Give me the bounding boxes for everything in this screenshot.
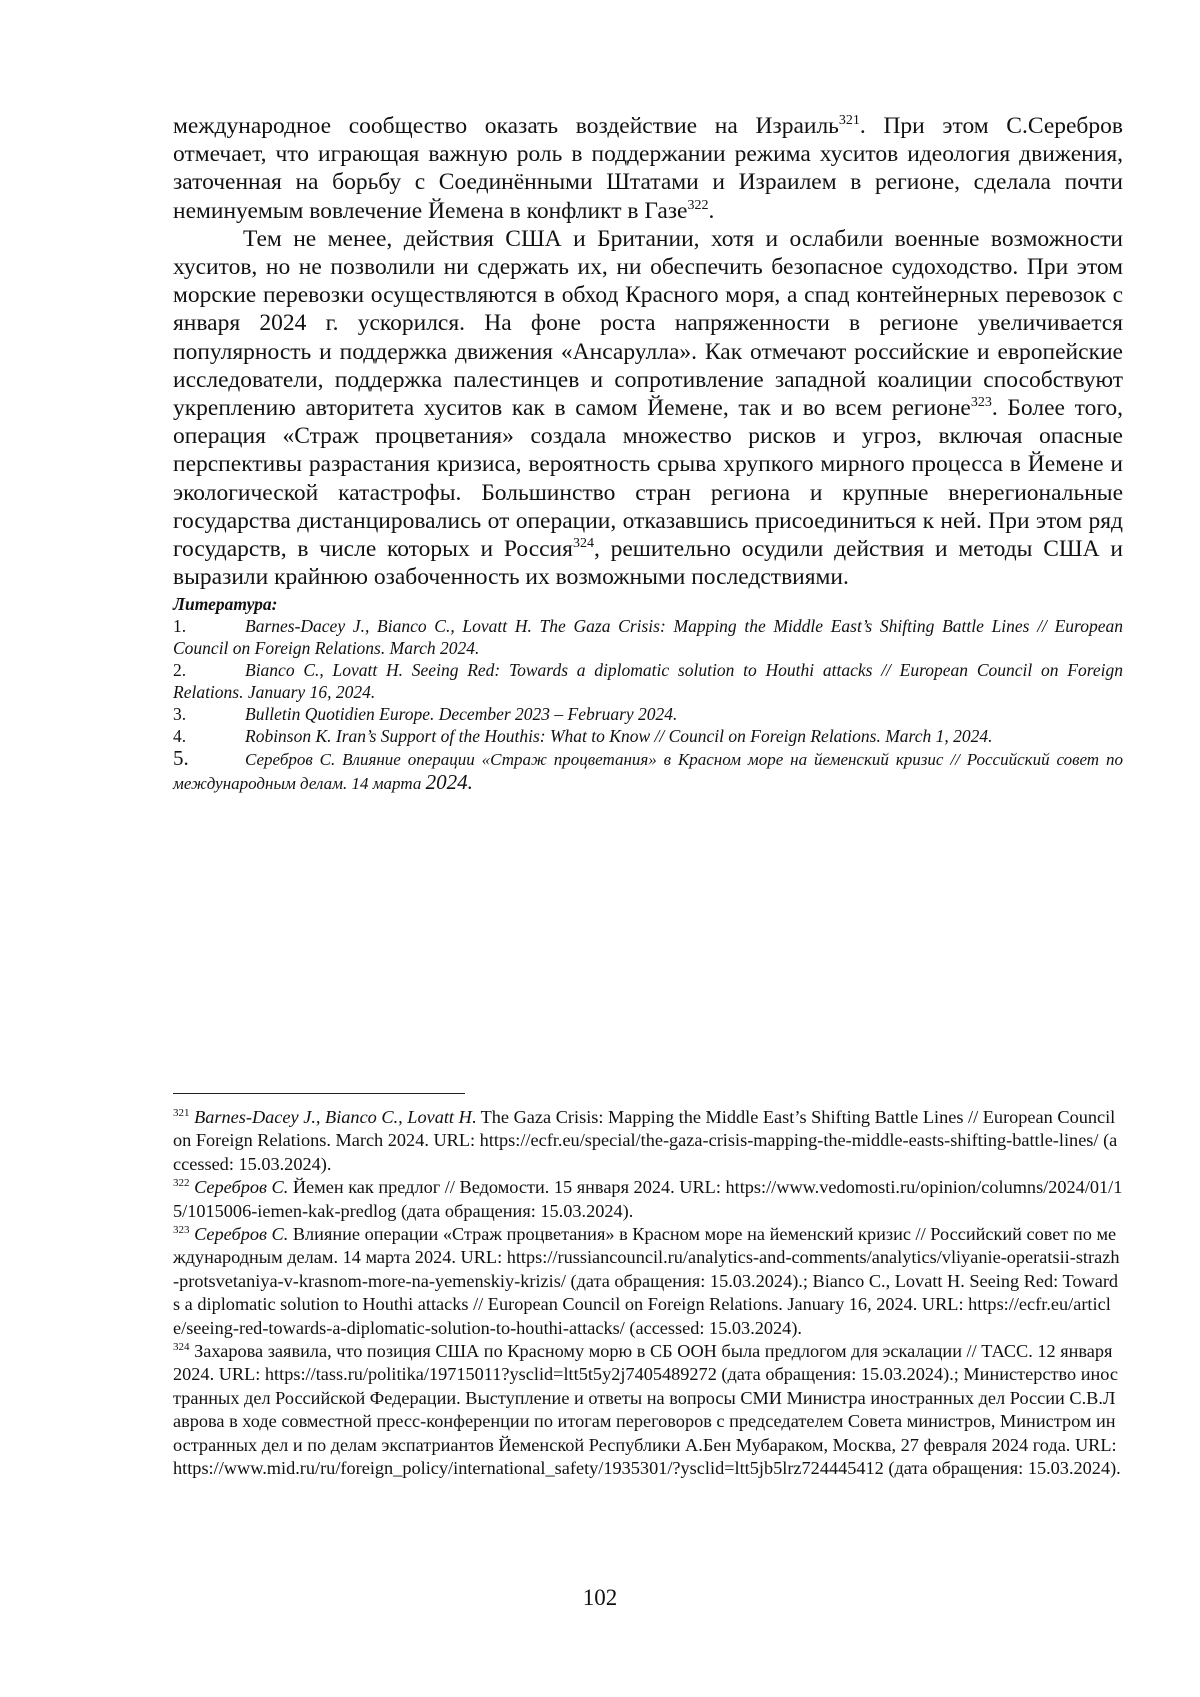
literature-item-number: 4. — [173, 726, 187, 747]
literature-item-text: Bulletin Quotidien Europe. December 2023 – February 2024. — [245, 704, 678, 725]
literature-item-number: 5. — [173, 746, 189, 771]
footnote-323 — [173, 1223, 1123, 1340]
literature-item-number: 2. — [173, 660, 187, 681]
footnote-ref-324[interactable]: 324 — [572, 536, 594, 552]
page-content — [173, 112, 1123, 795]
paragraph-2-part-2: . Более того, операция «Страж процветания» создала множество рисков и угроз, включая опасные перспективы разрастания кризиса, вероятность срыва хрупкого мирного процесса в Йемене и экологической катастрофы. Большинство стран региона и крупные внерегиональные государства дистанцировались от операции, отказавшись присоединиться к ней. При этом ряд государств, в числе которых и Россия — [173, 395, 1123, 563]
literature-item-text: Barnes-Dacey J., Bianco C., Lovatt H. The Gaza Crisis: Mapping the Middle East’s Shifting Battle Lines // European Council on Foreign Relations. March 2024. — [173, 616, 1123, 659]
footnote-text: Йемен как предлог // Ведомости. 15 января 2024. URL: https://www.vedomosti.ru/opinion/columns/2024/01/15/1015006-iemen-kak-predlog (дата обращения: 15.03.2024). — [173, 1177, 1123, 1221]
main-text — [173, 112, 1123, 591]
footnote-author: Серебров С. — [194, 1177, 289, 1198]
literature-item — [173, 725, 1123, 747]
footnote-number: 323 — [173, 1224, 190, 1237]
footnotes — [173, 1106, 1123, 1481]
footnote-author: Barnes-Dacey J., Bianco C., Lovatt H — [194, 1107, 472, 1127]
paragraph-1-part-1: международное сообщество оказать воздействие на Израиль — [173, 113, 839, 139]
paragraph-2-part-3: , решительно осудили действия и методы США и выразили крайнюю озабоченность их возможными последствиями. — [173, 536, 1123, 591]
footnote-322 — [173, 1176, 1123, 1223]
footnote-text: Захарова заявила, что позиция США по Красному морю в СБ ООН была предлогом для эскалации // ТАСС. 12 января 2024. URL: https://tass.ru/politika/19715011?ysclid=ltt5t5y2j7405489272 (дата обращения: 15.03.2024).; Министерство иностранных дел Российской Федерации. Выступление и ответы на вопросы СМИ Министра иностранных дел России С.В.Лаврова в ходе совместной пресс-конференции по итогам переговоров с председателем Совета министров, Министром иностранных дел и по делам экспатриантов Йеменской Республики А.Бен Мубараком, Москва, 27 февраля 2024 года. URL: https://www.mid.ru/ru/foreign_policy/international_safety/1935301/?ysclid=ltt5jb5lrz724445412 (дата обращения: 15.03.2024). — [173, 1341, 1121, 1479]
footnote-text: Влияние операции «Страж процветания» в Красном море на йеменский кризис // Российский совет по международным делам. 14 марта 2024. URL: https://russiancouncil.ru/analytics-and-comments/analytics/vliyanie-operatsii-strazh-protsvetaniya-v-krasnom-more-na-yemenskiy-krizis/ (дата обращения: 15.03.2024).; Bianco C., Lovatt H. Seeing Red: Towards a diplomatic solution to Houthi attacks // European Council on Foreign Relations. January 16, 2024. URL: https://ecfr.eu/article/seeing-red-towards-a-diplomatic-solution-to-houthi-attacks/ (accessed: 15.03.2024). — [173, 1224, 1120, 1338]
literature-list — [173, 615, 1123, 795]
paragraph-2 — [173, 225, 1123, 592]
footnote-number: 324 — [173, 1341, 190, 1354]
footnote-author: Серебров С. — [194, 1224, 289, 1245]
literature-item — [173, 703, 1123, 725]
footnote-separator — [173, 1093, 465, 1094]
footnote-324 — [173, 1340, 1123, 1480]
literature-heading: Литература: — [173, 594, 278, 615]
paragraph-2-part-1: Тем не менее, действия США и Британии, хотя и ослабили военные возможности хуситов, но не позволили ни сдержать их, ни обеспечить безопасное судоходство. При этом морские перевозки осуществляются в обход Красного моря, а спад контейнерных перевозок с января 2024 г. ускорился. На фоне роста напряженности в регионе увеличивается популярность и поддержка движения «Ансарулла». Как отмечают российские и европейские исследователи, поддержка палестинцев и сопротивление западной коалиции способствуют укреплению авторитета хуситов как в самом Йемене, так и во всем регионе — [173, 225, 1123, 422]
literature-item-text: Bianco C., Lovatt H. Seeing Red: Towards a diplomatic solution to Houthi attacks // European Council on Foreign Relations. January 16, 2024. — [173, 660, 1123, 703]
literature-item — [173, 659, 1123, 703]
literature-item-text: Robinson K. Iran’s Support of the Houthis: What to Know // Council on Foreign Relations. March 1, 2024. — [245, 726, 993, 747]
footnote-number: 321 — [173, 1107, 190, 1119]
literature-item-text: Серебров С. Влияние операции «Страж процветания» в Красном море на йеменский кризис // Российский совет по международным делам. 14 марта — [173, 750, 1123, 794]
paragraph-1 — [173, 112, 1123, 225]
page-number: 102 — [582, 1585, 618, 1610]
footnote-text: . The Gaza Crisis: Mapping the Middle East’s Shifting Battle Lines // European Council on Foreign Relations. March 2024. URL: https://ecfr.eu/special/the-gaza-crisis-mapping-the-middle-easts-shifting-battle-lines/ (accessed: 15.03.2024). — [173, 1107, 1118, 1174]
literature-item-year: 2024. — [425, 770, 473, 795]
paragraph-1-part-2: . При этом С.Серебров отмечает, что играющая важную роль в поддержании режима хуситов идеология движения, заточенная на борьбу с Соединёнными Штатами и Израилем в регионе, сделала почти неминуемым вовлечение Йемена в конфликт в Газе — [173, 113, 1123, 224]
footnote-ref-321[interactable]: 321 — [838, 113, 860, 128]
footnote-ref-323[interactable]: 323 — [970, 395, 992, 411]
footnote-321 — [173, 1106, 1123, 1176]
literature-item-number: 3. — [173, 704, 187, 725]
paragraph-1-part-3: . — [708, 197, 715, 224]
footnote-ref-322[interactable]: 322 — [687, 197, 709, 213]
literature-item — [173, 747, 1123, 795]
literature-item — [173, 615, 1123, 659]
footnote-number: 322 — [173, 1177, 190, 1190]
literature-item-number: 1. — [173, 616, 187, 637]
